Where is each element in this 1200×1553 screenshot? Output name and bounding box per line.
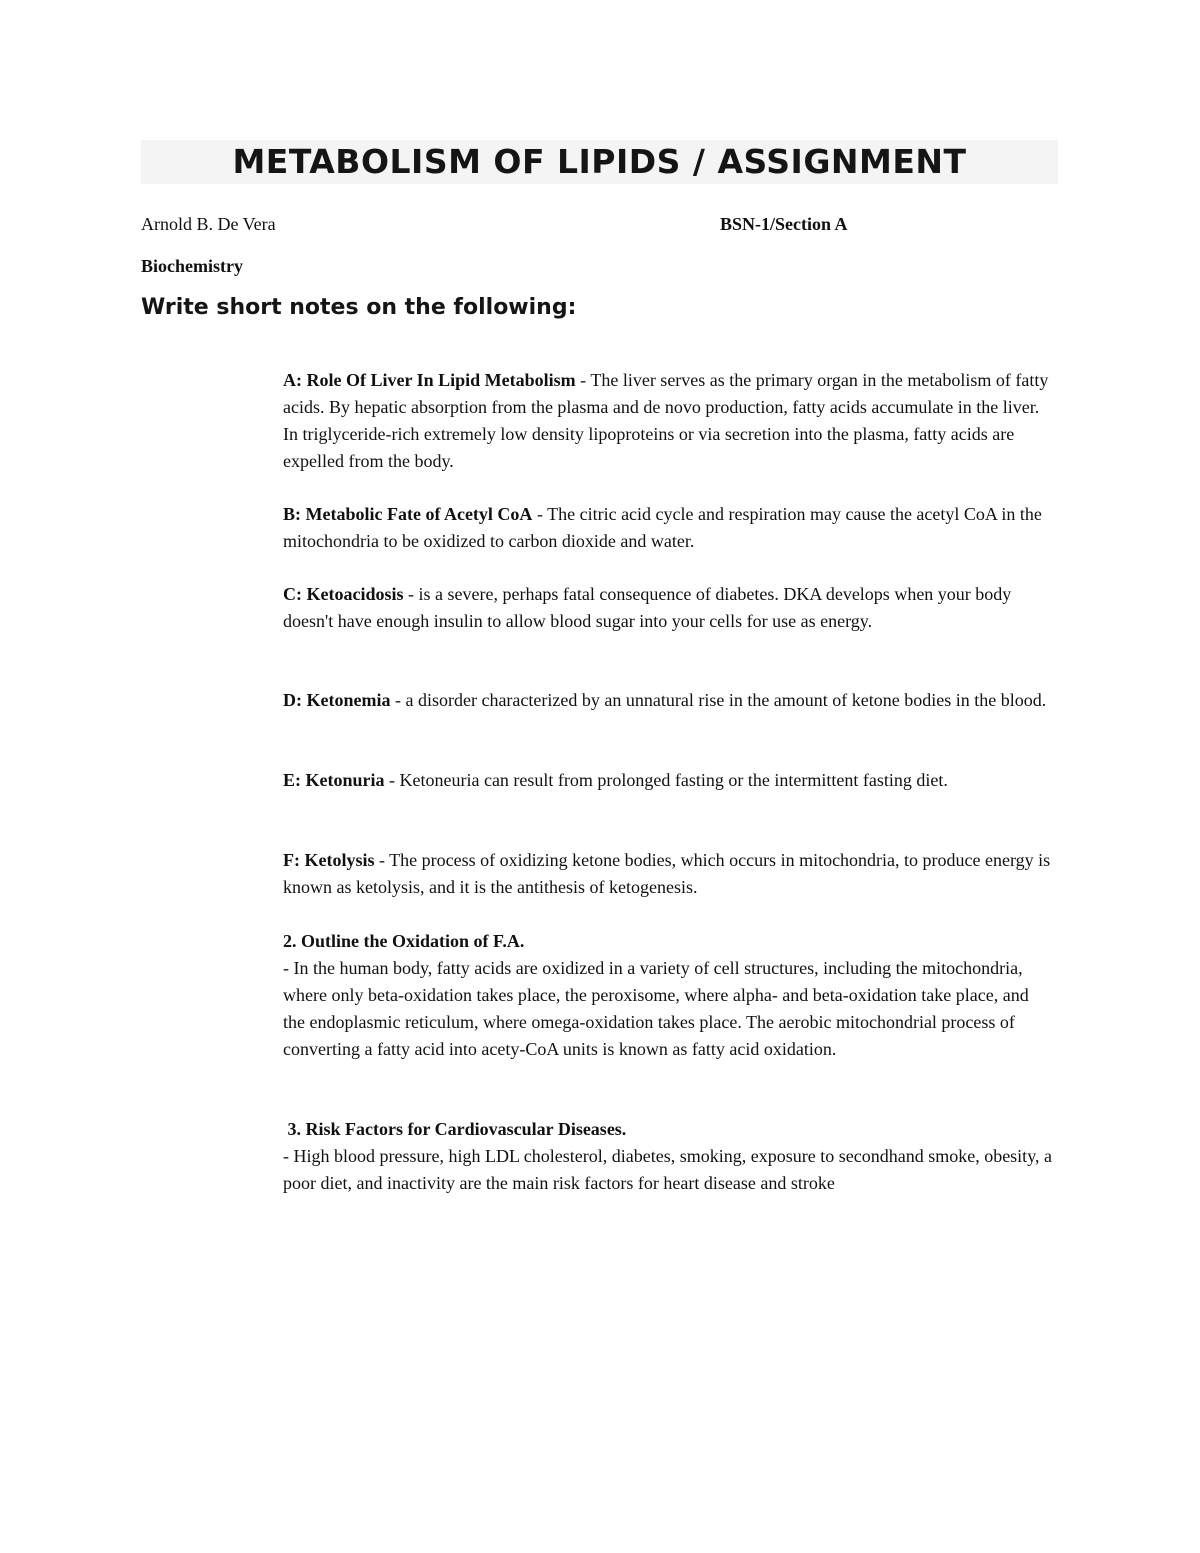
- question-heading: 3. Risk Factors for Cardiovascular Diseases.: [283, 1119, 627, 1139]
- note-text: - The citric acid cycle and respiration may cause the acetyl CoA in the mitochondria to be oxidized to carbon dioxide and water.: [283, 504, 1042, 551]
- note-ketonemia: [283, 687, 1053, 714]
- question-heading: 2. Outline the Oxidation of F.A.: [283, 931, 525, 951]
- note-ketolysis: [283, 847, 1053, 901]
- question-fa-oxidation: [283, 928, 1053, 1063]
- question-answer: - High blood pressure, high LDL cholesterol, diabetes, smoking, exposure to secondhand smoke, obesity, a poor diet, and inactivity are the main risk factors for heart disease and stroke: [283, 1146, 1053, 1193]
- note-term: B: Metabolic Fate of Acetyl CoA: [283, 504, 533, 524]
- note-term: D: Ketonemia: [283, 690, 391, 710]
- note-ketoacidosis: [283, 581, 1053, 635]
- document-title: METABOLISM OF LIPIDS / ASSIGNMENT: [232, 142, 967, 181]
- question-cvd-risk-factors: [283, 1116, 1053, 1197]
- question-answer: - In the human body, fatty acids are oxidized in a variety of cell structures, including the mitochondria, where only beta-oxidation takes place, the peroxisome, where alpha- and beta-oxidation take place, and the endoplasmic reticulum, where omega-oxidation takes place. The aerobic mitochondrial process of converting a fatty acid into acety-CoA units is known as fatty acid oxidation.: [283, 958, 1029, 1059]
- note-ketonuria: [283, 767, 1053, 794]
- note-text: - is a severe, perhaps fatal consequence of diabetes. DKA develops when your body doesn't have enough insulin to allow blood sugar into your cells for use as energy.: [283, 584, 1012, 631]
- note-liver-role: [283, 367, 1053, 475]
- author-name: Arnold B. De Vera: [141, 214, 276, 234]
- note-acetyl-coa: [283, 501, 1053, 555]
- subject-label: Biochemistry: [141, 256, 243, 276]
- note-term: E: Ketonuria: [283, 770, 385, 790]
- note-text: - The liver serves as the primary organ in the metabolism of fatty acids. By hepatic absorption from the plasma and de novo production, fatty acids accumulate in the liver. In triglyceride-rich extremely low density lipoproteins or via secretion into the plasma, fatty acids are expelled from the body.: [283, 370, 1049, 471]
- note-term: A: Role Of Liver In Lipid Metabolism: [283, 370, 576, 390]
- note-text: - The process of oxidizing ketone bodies, which occurs in mitochondria, to produce energy is known as ketolysis, and it is the antithesis of ketogenesis.: [283, 850, 1051, 897]
- note-term: F: Ketolysis: [283, 850, 375, 870]
- note-text: - Ketoneuria can result from prolonged fasting or the intermittent fasting diet.: [384, 770, 948, 790]
- section-info: BSN-1/Section A: [720, 214, 848, 234]
- note-term: C: Ketoacidosis: [283, 584, 404, 604]
- note-text: - a disorder characterized by an unnatural rise in the amount of ketone bodies in the blood.: [390, 690, 1047, 710]
- instruction-heading: Write short notes on the following:: [141, 295, 577, 320]
